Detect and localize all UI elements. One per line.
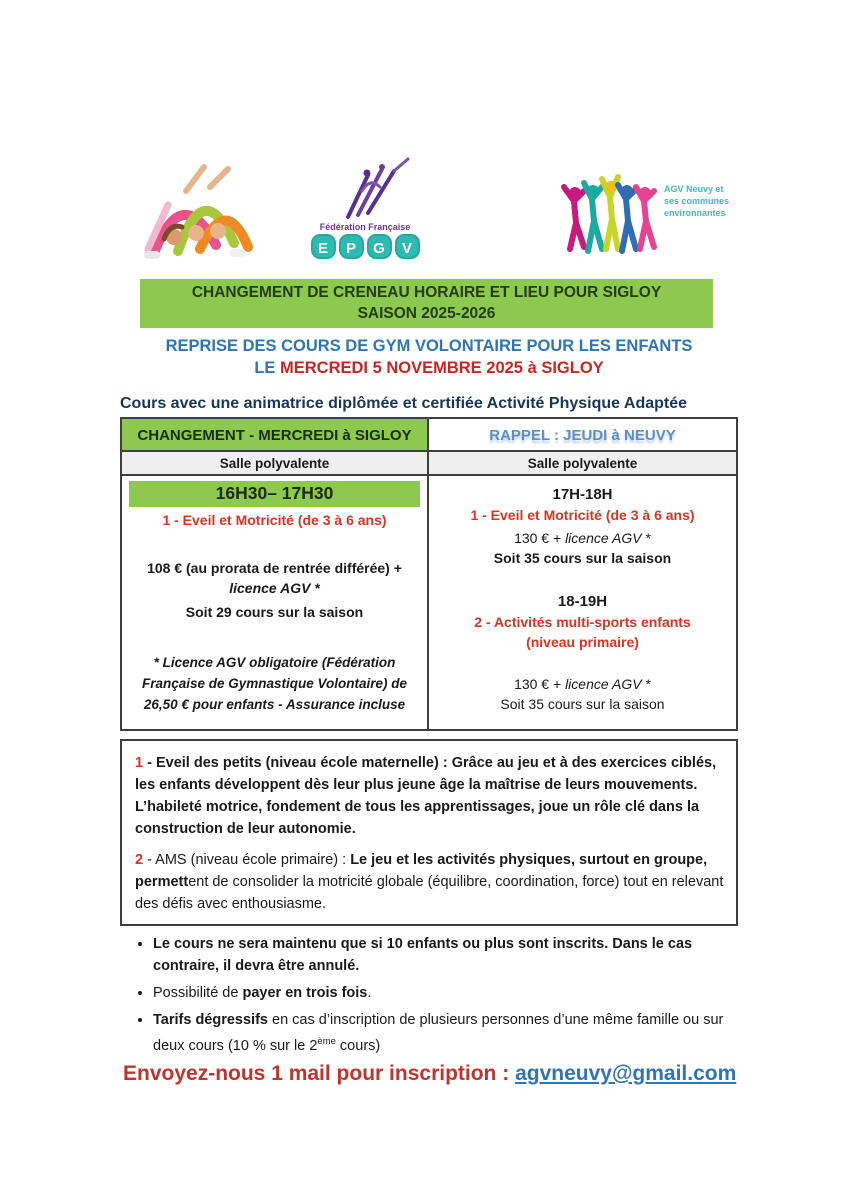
sigloy-schedule-cell (122, 476, 429, 729)
epgv-letters (300, 234, 430, 259)
agv-logo-line3: environnantes (664, 208, 726, 218)
agv-logo-line2: ses communes (664, 196, 730, 206)
activity-descriptions-box (120, 739, 738, 926)
condition-3-post2: cours) (335, 1037, 381, 1054)
condition-3-bold: Tarifs dégressifs (153, 1012, 268, 1028)
condition-3-post: en cas d’inscription de plusieurs personnes d’une même famille ou sur deux cours (10 % sur le 2 (153, 1012, 724, 1054)
sigloy-sessions: Soit 29 cours sur la saison (185, 604, 364, 620)
description-eveil (135, 752, 724, 840)
neuvy-slot2-price-post: * (641, 676, 651, 692)
description-eveil-text: - Eveil des petits (niveau école maternelle) : Grâce au jeu et à des exercices ciblés, les enfants développent dès leur plus jeune âge la maîtrise de leurs mouvements. L’habileté motrice, fondement de tous les apprentissages, joue un rôle clé dans la construction de leur autonomie. (135, 755, 717, 837)
neuvy-slot2-price-licence: licence AGV (565, 676, 642, 692)
sigloy-price-line2: licence AGV * (229, 580, 320, 596)
condition-payment-installments (153, 982, 738, 1004)
description-ams-number: 2 (135, 852, 144, 868)
condition-3-superscript: ème (317, 1036, 336, 1047)
epgv-letter-v: V (395, 234, 420, 259)
condition-1-bold: Le cours ne sera maintenu que si 10 enfants ou plus sont inscrits. Dans le cas contraire, il devra être annulé. (153, 936, 693, 974)
kids-gymnastics-photo (134, 153, 256, 276)
description-ams-pre: - AMS (niveau école primaire) : (143, 852, 351, 868)
kids-gymnastics-icon (134, 153, 256, 271)
epgv-letter-e: E (311, 234, 336, 259)
neuvy-slot2-activity-line1: 2 - Activités multi-sports enfants (474, 614, 691, 630)
sigloy-price-line1: 108 € (au prorata de rentrée différée) + (147, 560, 402, 576)
neuvy-slot1-price (429, 528, 736, 548)
animatrice-subtitle: Cours avec une animatrice diplômée et certifiée Activité Physique Adaptée (120, 395, 688, 412)
flyer-content (120, 0, 738, 1086)
epgv-federation-label: Fédération Française (319, 222, 411, 232)
inscription-contact-line (123, 1062, 738, 1086)
neuvy-slot2-sessions: Soit 35 cours sur la saison (500, 696, 665, 712)
description-eveil-number: 1 (135, 755, 144, 771)
room-left: Salle polyvalente (122, 452, 429, 476)
neuvy-slot1-price-post: * (641, 530, 651, 546)
description-ams-bold: Le jeu et les activités physiques, surtout en groupe, permett (135, 852, 708, 890)
logos-row (120, 153, 738, 273)
title-banner-line2: SAISON 2025-2026 (357, 305, 496, 322)
title-banner (140, 279, 713, 328)
agv-logo-line1: AGV Neuvy et (664, 184, 724, 194)
neuvy-slot2-price (429, 674, 736, 694)
inscription-label: Envoyez-nous 1 mail pour inscription : (123, 1061, 516, 1085)
condition-2-bold: payer en trois fois (242, 985, 368, 1001)
reprise-heading: REPRISE DES COURS DE GYM VOLONTAIRE POUR LES ENFANTS (165, 337, 693, 355)
title-banner-line1: CHANGEMENT DE CRENEAU HORAIRE ET LIEU POUR SIGLOY (191, 284, 662, 301)
neuvy-slot2-price-pre: 130 € + (514, 676, 566, 692)
agv-neuvy-logo (556, 161, 736, 261)
date-heading (120, 357, 738, 380)
condition-degressive-rates (153, 1009, 738, 1057)
epgv-letter-p: P (339, 234, 364, 259)
condition-minimum-enrollment (153, 933, 738, 977)
description-ams (135, 849, 724, 915)
schedule-table (120, 417, 738, 731)
condition-2-post: . (367, 985, 372, 1001)
date-main: MERCREDI 5 NOVEMBRE 2025 à SIGLOY (280, 359, 604, 377)
table-header-sigloy: CHANGEMENT - MERCREDI à SIGLOY (122, 419, 429, 452)
neuvy-slot1-price-licence: licence AGV (565, 530, 642, 546)
epgv-dancers-icon (310, 157, 420, 221)
neuvy-slot1-time: 17H-18H (552, 486, 613, 503)
sigloy-activity: 1 - Eveil et Motricité (de 3 à 6 ans) (162, 512, 387, 528)
conditions-list (120, 933, 738, 1057)
agv-logo-text (664, 183, 734, 219)
description-ams-rest: ent de consolider la motricité globale (équilibre, coordination, force) tout en relevant des défis avec enthousiasme. (135, 874, 724, 912)
neuvy-slot1-price-pre: 130 € + (514, 530, 566, 546)
epgv-logo (300, 157, 430, 259)
room-right: Salle polyvalente (429, 452, 736, 476)
date-prefix: LE (254, 359, 280, 377)
sigloy-time-band: 16H30– 17H30 (129, 481, 420, 507)
agv-dancers-icon (556, 161, 661, 256)
table-header-neuvy: RAPPEL : JEUDI à NEUVY (429, 419, 736, 452)
licence-note: * Licence AGV obligatoire (Fédération Française de Gymnastique Volontaire) de 26,50 € pour enfants - Assurance incluse (141, 655, 408, 712)
inscription-email-link[interactable]: agvneuvy@gmail.com (515, 1061, 737, 1085)
epgv-letter-g: G (367, 234, 392, 259)
neuvy-slot2-time: 18-19H (557, 593, 608, 610)
condition-2-pre: Possibilité de (153, 985, 243, 1001)
neuvy-slot1-sessions: Soit 35 cours sur la saison (493, 550, 672, 566)
neuvy-schedule-cell (429, 476, 736, 729)
neuvy-slot2-activity-line2: (niveau primaire) (526, 634, 639, 650)
neuvy-slot1-activity: 1 - Eveil et Motricité (de 3 à 6 ans) (470, 507, 695, 523)
